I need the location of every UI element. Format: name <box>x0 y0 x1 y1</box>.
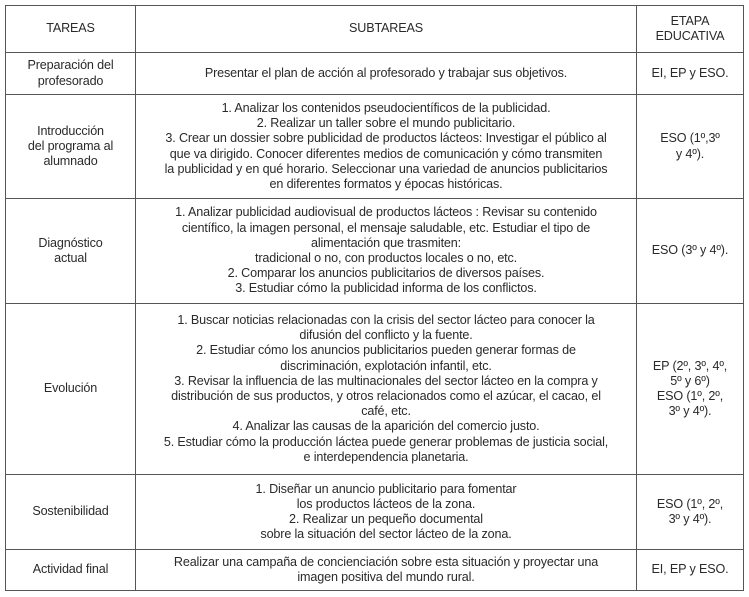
subtarea-line: café, etc. <box>361 404 411 419</box>
subtarea-line: sobre la situación del sector lácteo de la zona. <box>260 527 512 542</box>
subtarea-line: 4. Analizar las causas de la aparición del comercio justo. <box>232 419 540 434</box>
tarea-line: Introducción <box>37 123 104 138</box>
etapa-line: EP (2º, 3º, 4º, <box>652 358 728 373</box>
etapa-line: ESO (3º y 4º). <box>651 243 729 258</box>
subtarea-line: 2. Realizar un pequeño documental <box>289 512 483 526</box>
subtarea-line: 2. Estudiar cómo los anuncios publicitarios pueden generar formas de <box>196 343 576 358</box>
subtarea-line: la publicidad y en qué horario. Seleccionar una variedad de anuncios publicitarios <box>164 161 608 176</box>
subtarea-line: imagen positiva del mundo rural. <box>297 570 475 584</box>
etapa-line: EI, EP y ESO. <box>651 65 729 80</box>
tarea-line: Preparación del <box>27 58 114 73</box>
tarea-cell <box>6 199 136 304</box>
tarea-cell <box>6 304 136 475</box>
subtarea-line: tradicional o no, con productos locales o no, etc. <box>254 251 518 265</box>
etapa-line: 5º y 6º) <box>670 373 710 388</box>
table-row <box>6 475 744 550</box>
subtarea-line: Presentar el plan de acción al profesorado y trabajar sus objetivos. <box>204 65 568 80</box>
etapa-cell <box>637 95 744 199</box>
subtarea-line: en diferentes formatos y épocas históricas. <box>269 176 503 191</box>
tarea-line: del programa al <box>27 138 114 153</box>
subtarea-line: difusión del conflicto y la fuente. <box>299 328 473 343</box>
subtarea-line: 3. Crear un dossier sobre publicidad de productos lácteos: Investigar el público al <box>165 131 607 146</box>
tarea-line: alumnado <box>43 154 98 169</box>
header-row <box>6 6 744 53</box>
tarea-cell <box>6 475 136 550</box>
subtarea-line: 1. Analizar publicidad audiovisual de productos lácteos : Revisar su contenido <box>175 205 597 220</box>
etapa-cell <box>637 304 744 475</box>
header-tareas-label: TAREAS <box>46 21 95 36</box>
etapa-line: 3º y 4º). <box>668 404 712 419</box>
header-etapa-line: ETAPA <box>670 13 710 28</box>
tarea-line: actual <box>54 251 87 265</box>
header-etapa <box>637 6 744 53</box>
subtarea-line: e interdependencia planetaria. <box>303 449 469 464</box>
etapa-line: EI, EP y ESO. <box>651 562 729 577</box>
subtarea-line: 2. Realizar un taller sobre el mundo publicitario. <box>256 116 516 131</box>
etapa-line: 3º y 4º). <box>668 512 712 526</box>
etapa-cell <box>637 199 744 304</box>
tarea-line: Diagnóstico <box>38 235 103 250</box>
etapa-line: ESO (1º, 2º, <box>656 496 724 511</box>
etapa-line: ESO (1º,3º <box>660 131 720 146</box>
tasks-table <box>5 5 744 591</box>
subtarea-line: 3. Revisar la influencia de las multinacionales del sector lácteo en la compra y <box>174 373 598 388</box>
subtarea-line: Realizar una campaña de concienciación sobre esta situación y proyectar una <box>173 554 599 569</box>
tarea-cell <box>6 95 136 199</box>
table-row <box>6 550 744 591</box>
tarea-line: Sostenibilidad <box>32 504 109 519</box>
subtarea-line: 2. Comparar los anuncios publicitarios de diversos países. <box>227 266 545 281</box>
tarea-line: Actividad final <box>32 562 109 577</box>
subtarea-line: discriminación, explotación infantil, etc. <box>280 358 492 373</box>
subtarea-line: científico, la imagen personal, el mensaje saludable, etc. Estudiar el tipo de <box>181 220 591 235</box>
etapa-cell <box>637 475 744 550</box>
subtareas-cell <box>136 550 637 591</box>
subtarea-line: 1. Buscar noticias relacionadas con la crisis del sector lácteo para conocer la <box>177 312 595 327</box>
tarea-line: Evolución <box>43 381 98 396</box>
subtareas-cell <box>136 475 637 550</box>
subtarea-line: los productos lácteos de la zona. <box>296 496 476 511</box>
etapa-cell <box>637 53 744 95</box>
subtareas-cell <box>136 199 637 304</box>
subtarea-line: que va dirigido. Conocer diferentes medios de comunicación y cómo transmiten <box>169 146 603 161</box>
tarea-cell <box>6 53 136 95</box>
header-etapa-line: EDUCATIVA <box>655 29 725 43</box>
table-row <box>6 53 744 95</box>
etapa-line: y 4º). <box>675 146 705 161</box>
etapa-cell <box>637 550 744 591</box>
header-subtareas-label: SUBTAREAS <box>349 21 423 36</box>
header-tareas <box>6 6 136 53</box>
tarea-cell <box>6 550 136 591</box>
table-row <box>6 95 744 199</box>
subtareas-cell <box>136 95 637 199</box>
tarea-line: profesorado <box>37 73 104 88</box>
header-subtareas <box>136 6 637 53</box>
subtarea-line: 1. Diseñar un anuncio publicitario para fomentar <box>255 481 517 496</box>
subtarea-line: 1. Analizar los contenidos pseudocientíficos de la publicidad. <box>221 100 551 115</box>
table-row <box>6 304 744 475</box>
subtarea-line: alimentación que trasmiten: <box>311 235 461 250</box>
subtarea-line: 5. Estudiar cómo la producción láctea puede generar problemas de justicia social, <box>163 434 609 449</box>
subtarea-line: distribución de sus productos, y otros relacionados como el azúcar, el cacao, el <box>171 389 601 403</box>
subtareas-cell <box>136 53 637 95</box>
table-row <box>6 199 744 304</box>
subtarea-line: 3. Estudiar cómo la publicidad informa de los conflictos. <box>235 281 537 296</box>
etapa-line: ESO (1º, 2º, <box>656 389 724 403</box>
subtareas-cell <box>136 304 637 475</box>
